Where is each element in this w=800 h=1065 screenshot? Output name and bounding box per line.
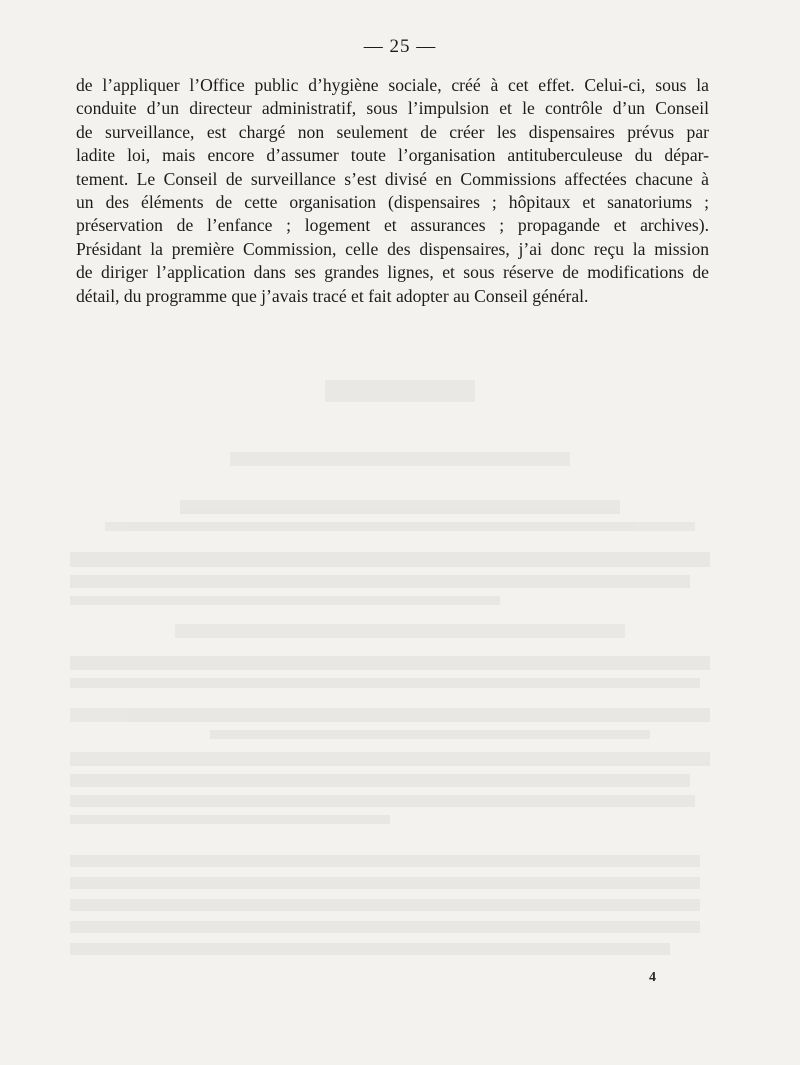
text-line: de l’appliquer l’Office public d’hygiène sociale, créé à cet effet. Celui-ci, sous la	[76, 75, 709, 95]
text-line: ladite loi, mais encore d’assumer toute l’organisation antituberculeuse du dépar-	[76, 145, 709, 166]
text-line: un des éléments de cette organisation (dispensaires ; hôpitaux et sanatoriums ;	[76, 192, 709, 213]
page-number: — 25 —	[363, 36, 437, 57]
text-line: de diriger l’application dans ses grandes lignes, et sous réserve de modifications de	[76, 262, 709, 283]
text-line: préservation de l’enfance ; logement et assurances ; propagande et archives).	[76, 215, 709, 236]
body-paragraph	[76, 74, 709, 308]
text-line: détail, du programme que j’avais tracé et fait adopter au Conseil général.	[76, 285, 589, 306]
text-line: tement. Le Conseil de surveillance s’est divisé en Commissions affectées chacune à	[76, 168, 709, 189]
text-line: Présidant la première Commission, celle des dispensaires, j’ai donc reçu la mission	[76, 238, 709, 259]
text-line: conduite d’un directeur administratif, sous l’impulsion et le contrôle d’un Conseil	[76, 98, 709, 119]
text-line: de surveillance, est chargé non seulement de créer les dispensaires prévus par	[76, 121, 709, 142]
signature-mark: 4	[649, 970, 656, 985]
